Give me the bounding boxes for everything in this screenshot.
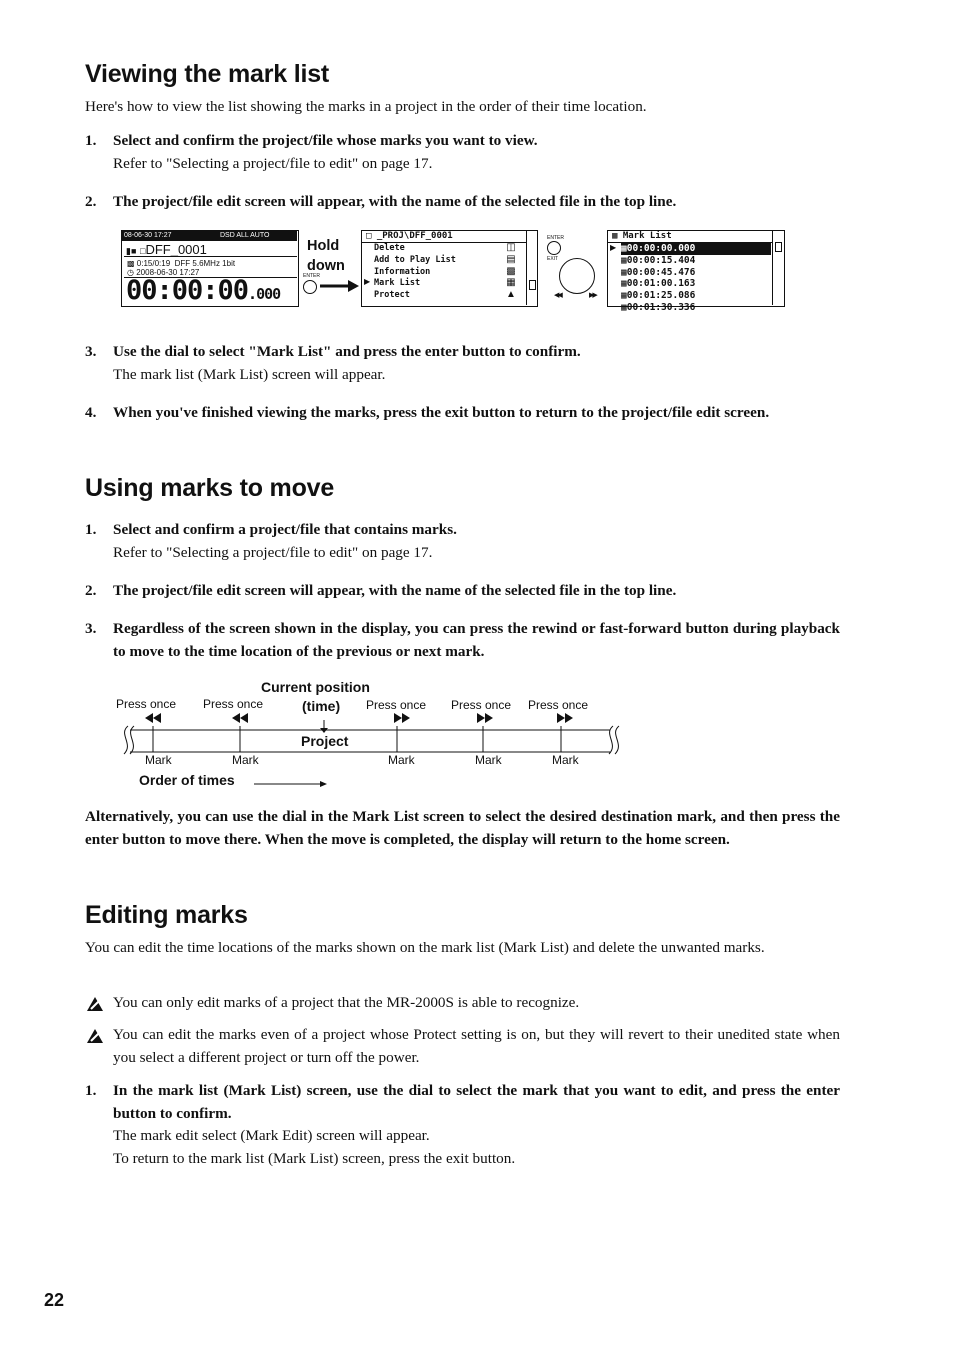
- home-screen: 08-06-30 17:27 DSD ALL AUTO ▮■ □DFF_0001 ▩ 0:15/0:19 DFF 5.6MHz 1bit ◷ 2008-06-30 17:27 00:00:00.000: [121, 230, 299, 307]
- home-time-frac: .000: [248, 285, 281, 303]
- mark-label: Mark: [388, 753, 415, 767]
- mark-list-title: Mark List: [622, 231, 672, 241]
- enter-label-2: ENTER: [547, 235, 564, 241]
- dial-icon: [559, 258, 595, 294]
- scrollbar-2[interactable]: [772, 231, 783, 305]
- mark-label: Mark: [552, 753, 579, 767]
- editing-intro: You can edit the time locations of the marks shown on the mark list (Mark List) and delete the unwanted marks.: [85, 939, 765, 956]
- home-date: 2008-06-30 17:27: [136, 268, 200, 277]
- home-file-name: DFF_0001: [145, 242, 207, 257]
- step-1b: 1. Select and confirm a project/file that contains marks. Refer to "Selecting a project/file to edit" on page 17.: [85, 521, 457, 561]
- enter-button-icon: [303, 280, 317, 294]
- fast-forward-icon: [557, 713, 573, 723]
- scrollbar-thumb[interactable]: [529, 280, 536, 290]
- menu-screen: [361, 230, 538, 307]
- mark-list-item[interactable]: ▦00:00:15.404: [621, 254, 696, 266]
- alternative-text: Alternatively, you can use the dial in the Mark List screen to select the desired destination mark, and then press the enter button to move there. When the move is completed, the display will return to the home screen.: [85, 808, 840, 848]
- section-title-editing-marks: Editing marks: [85, 901, 248, 929]
- menu-item-add-to-play-list[interactable]: Add to Play List: [374, 254, 456, 265]
- home-status-text: 08-06-30 17:27: [124, 232, 172, 239]
- mark-icon: ▦: [506, 277, 516, 289]
- step-2b: 2. The project/file edit screen will appear, with the name of the selected file in the top line.: [85, 582, 677, 599]
- fast-forward-icon: [394, 713, 410, 723]
- step-1: 1. Select and confirm the project/file whose marks you want to view. Refer to "Selecting a project/file to edit" on page 17.: [85, 132, 538, 172]
- exit-label: EXIT: [547, 256, 559, 262]
- mark-list-screen: [607, 230, 785, 313]
- menu-item-information[interactable]: Information: [374, 266, 431, 277]
- folder-icon: □: [366, 231, 372, 241]
- timeline-svg: [110, 708, 635, 758]
- mark-list-icon: ▦: [612, 231, 618, 241]
- home-status-icons: DSD ALL AUTO: [220, 232, 270, 239]
- mark-list-item[interactable]: ▦00:01:00.163: [621, 278, 696, 290]
- rewind-icon: [145, 713, 161, 723]
- scrollbar-thumb-2[interactable]: [775, 242, 782, 252]
- home-time-counter: 00:00:00: [126, 275, 249, 306]
- menu-item-delete[interactable]: Delete: [374, 243, 405, 253]
- fast-forward-icon: [477, 713, 493, 723]
- enter-button-icon-2: [547, 241, 561, 255]
- press-once-label: Press once: [116, 697, 177, 711]
- order-arrow-icon: [254, 778, 330, 790]
- counter-icon: ▩: [127, 259, 135, 268]
- hold-down-label: Hold down: [307, 238, 345, 274]
- section-title-viewing-mark-list: Viewing the mark list: [85, 60, 330, 88]
- press-once-label: Press once: [366, 698, 427, 712]
- lock-icon: ▲: [506, 289, 516, 301]
- page-number: 22: [44, 1290, 65, 1310]
- press-once-label: Press once: [451, 698, 512, 712]
- trash-icon: ◫: [506, 242, 516, 253]
- playlist-icon: ▤: [506, 253, 516, 265]
- cursor-arrow-icon-2: ▶: [610, 243, 617, 252]
- file-icon: □: [140, 246, 146, 256]
- current-position-label: Current position: [261, 679, 370, 695]
- enter-label: ENTER: [303, 273, 320, 279]
- mark-list-item[interactable]: ▦00:01:30.336: [621, 301, 696, 313]
- intro-text: Here's how to view the list showing the marks in a project in the order of their time location.: [85, 98, 647, 115]
- step-3b: 3. Regardless of the screen shown in the display, you can press the rewind or fast-forward button during playback to move to the time location of the previous or next mark.: [85, 620, 840, 660]
- menu-item-protect[interactable]: Protect: [374, 290, 410, 301]
- info-icon: ▩: [506, 265, 516, 277]
- arrow-right-icon: [320, 278, 360, 294]
- press-once-label: Press once: [203, 697, 264, 711]
- mark-list-item[interactable]: ▦00:00:45.476: [621, 266, 696, 278]
- menu-item-mark-list[interactable]: Mark List: [374, 278, 421, 289]
- current-time-label: (time): [302, 698, 341, 714]
- scrollbar[interactable]: [526, 231, 537, 305]
- project-label: Project: [301, 733, 349, 749]
- mark-label: Mark: [475, 753, 502, 767]
- clock-icon: ◷: [127, 268, 134, 277]
- press-once-label: Press once: [528, 698, 589, 712]
- note-2: You can edit the marks even of a project whose Protect setting is on, but they will revert to their unedited state when you select a different project or turn off the power.: [85, 1024, 840, 1069]
- rewind-icon: [232, 713, 248, 723]
- section-title-using-marks: Using marks to move: [85, 474, 335, 502]
- note-1: You can only edit marks of a project that the MR-2000S is able to recognize.: [85, 992, 840, 1015]
- home-file-info: DFF 5.6MHz 1bit: [174, 259, 236, 268]
- rewind-icon: ◀◀: [554, 291, 561, 299]
- mark-list-item[interactable]: ▦00:00:00.000: [621, 243, 771, 255]
- note-pencil-icon: [85, 1027, 105, 1045]
- play-icon: ▮■: [126, 246, 137, 256]
- step-3: 3. Use the dial to select "Mark List" and press the enter button to confirm. The mark list (Mark List) screen will appear.: [85, 343, 581, 383]
- note-pencil-icon: [85, 995, 105, 1013]
- fast-forward-icon: ▶▶: [589, 291, 596, 299]
- step-4: 4. When you've finished viewing the marks, press the exit button to return to the project/file edit screen.: [85, 404, 770, 421]
- menu-path: _PROJ\DFF_0001: [376, 231, 453, 241]
- step-2: 2. The project/file edit screen will appear, with the name of the selected file in the top line.: [85, 193, 677, 210]
- cursor-arrow-icon: ▶: [364, 277, 371, 286]
- mark-label: Mark: [145, 753, 172, 767]
- step-1c: 1. In the mark list (Mark List) screen, use the dial to select the mark that you want to edit, and press the enter button to confirm. The mark edit select (Mark Edit) screen will appear. To return to the mark list (Mark List) screen, press the exit button.: [85, 1082, 840, 1167]
- mark-list-item[interactable]: ▦00:01:25.086: [621, 290, 696, 302]
- mark-label: Mark: [232, 753, 259, 767]
- order-of-times-label: Order of times: [139, 772, 235, 788]
